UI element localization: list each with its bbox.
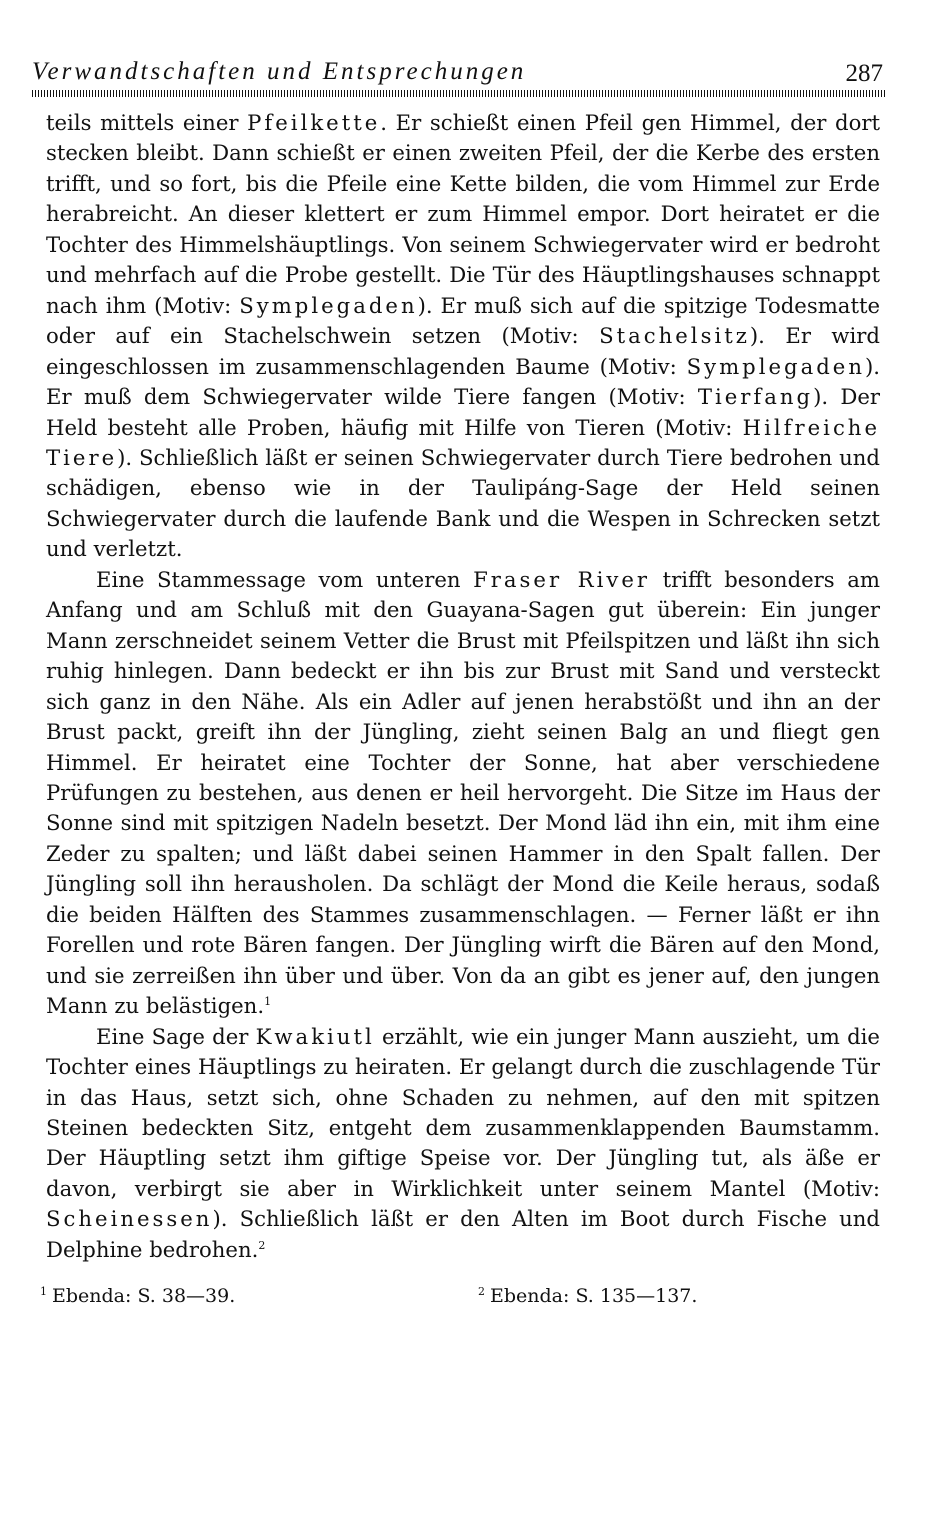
- running-title: Verwandtschaften und Entsprechungen: [32, 58, 527, 85]
- spaced-term: Pfeilkette: [247, 110, 381, 135]
- text-run: erzählt, wie ein junger Mann auszieht, um die Tochter eines Häuptlings zu heiraten. Er gelangt durch die zuschlagende Tür in das Haus, setzt sich, ohne Schaden zu nehmen, auf den mit spitzen Steinen bedeckten Sitz, entgeht dem zusammenklappenden Baumstamm. Der Häuptling setzt ihm giftige Speise vor. Der Jüngling tut, als äße er davon, verbirgt sie aber in Wirklichkeit unter seinem Mantel (Motiv:: [46, 1023, 880, 1201]
- paragraph-1: [46, 108, 880, 565]
- spaced-term: Symplegaden: [686, 353, 865, 379]
- running-head: [32, 56, 883, 88]
- paragraph-2: [46, 565, 880, 1022]
- footnotes: [40, 1285, 880, 1315]
- text-run: teils mittels einer: [46, 110, 248, 135]
- spaced-term: Scheinessen: [46, 1206, 213, 1232]
- spaced-term: Tierfang: [697, 384, 814, 410]
- body-text: [46, 108, 880, 1265]
- page-content: [32, 56, 883, 1315]
- text-run: ). Schließlich läßt er seinen Schwiegervater durch Tiere bedrohen und schädigen, ebenso wie in der Taulipáng-Sage der Held seinen Schwiegervater durch die laufende Bank und die Wespen in Schrecken setzt und verletzt.: [46, 444, 880, 562]
- text-run: ). Er muß dem Schwiegervater wilde Tiere fangen (Motiv:: [46, 353, 880, 410]
- paragraph-3: [46, 1022, 880, 1266]
- text-run: Eine Stammessage vom unteren: [96, 566, 474, 592]
- text-run: trifft besonders am Anfang und am Schluß mit den Guayana-Sagen gut überein: Ein junger Mann zerschneidet seinem Vetter die Brust mit Pfeilspitzen und läßt ihn sich ruhig hinlegen. Dann bedeckt er ihn bis zur Brust mit Sand und versteckt sich ganz in den Nähe. Als ein Adler auf jenen herabstößt und ihn an der Brust packt, greift ihn der Jüngling, zieht seinen Balg an und fliegt gen Himmel. Er heiratet eine Tochter der Sonne, hat aber verschiedene Prüfungen zu bestehen, aus denen er heil hervorgeht. Die Sitze im Haus der Sonne sind mit spitzigen Nadeln besetzt. Der Mond läd ihn ein, mit ihm eine Zeder zu spalten; und läßt dabei seinen Hammer in den Spalt fallen. Der Jüngling soll ihn herausholen. Da schlägt der Mond die Keile heraus, sodaß die beiden Hälften des Stammes zusammenschlagen. — Ferner läßt er ihn Forellen und rote Bären fangen. Der Jüngling wirft die Bären auf den Mond, und sie zerreißen ihn über und über. Von da an gibt es jener auf, den jungen Mann zu belästigen.: [46, 566, 880, 1019]
- footnote-text: Ebenda: S. 38—39.: [52, 1285, 236, 1308]
- header-rule: [32, 90, 885, 97]
- footnote-1: [40, 1285, 235, 1307]
- footnote-mark: 2: [478, 1285, 485, 1299]
- footnote-marker: 2: [258, 1238, 266, 1252]
- footnote-2: [478, 1285, 697, 1307]
- footnote-text: Ebenda: S. 135—137.: [490, 1285, 698, 1308]
- footnote-mark: 1: [40, 1285, 47, 1299]
- spaced-term: Symplegaden: [239, 292, 418, 318]
- spaced-term: Stachelsitz: [599, 323, 750, 349]
- spaced-term: Hilfreiche Tiere: [46, 414, 880, 470]
- text-run: ). Schließlich läßt er den Alten im Boot durch Fische und Delphine bedrohen.: [46, 1206, 880, 1262]
- text-run: ). Der Held besteht alle Proben, häufig mit Hilfe von Tieren (Motiv:: [46, 384, 881, 440]
- text-run: ). Er wird eingeschlossen im zusammenschlagenden Baume (Motiv:: [46, 323, 880, 379]
- text-run: ). Er muß sich auf die spitzige Todesmatte oder auf ein Stachelschwein setzen (Motiv:: [46, 292, 881, 349]
- text-run: . Er schießt einen Pfeil gen Himmel, der dort stecken bleibt. Dann schießt er einen zweiten Pfeil, der die Kerbe des ersten trifft, und so fort, bis die Pfeile eine Kette bilden, die vom Himmel zur Erde herabreicht. An dieser klettert er zum Himmel empor. Dort heiratet er die Tochter des Himmelshäuptlings. Von seinem Schwiegervater wird er bedroht und mehrfach auf die Probe gestellt. Die Tür des Häuptlingshauses schnappt nach ihm (Motiv:: [46, 110, 880, 318]
- page-number: 287: [845, 60, 883, 87]
- footnote-marker: 1: [264, 995, 272, 1009]
- spaced-term: Fraser River: [473, 566, 651, 592]
- spaced-term: Kwakiutl: [255, 1023, 375, 1049]
- text-run: Eine Sage der: [96, 1023, 256, 1049]
